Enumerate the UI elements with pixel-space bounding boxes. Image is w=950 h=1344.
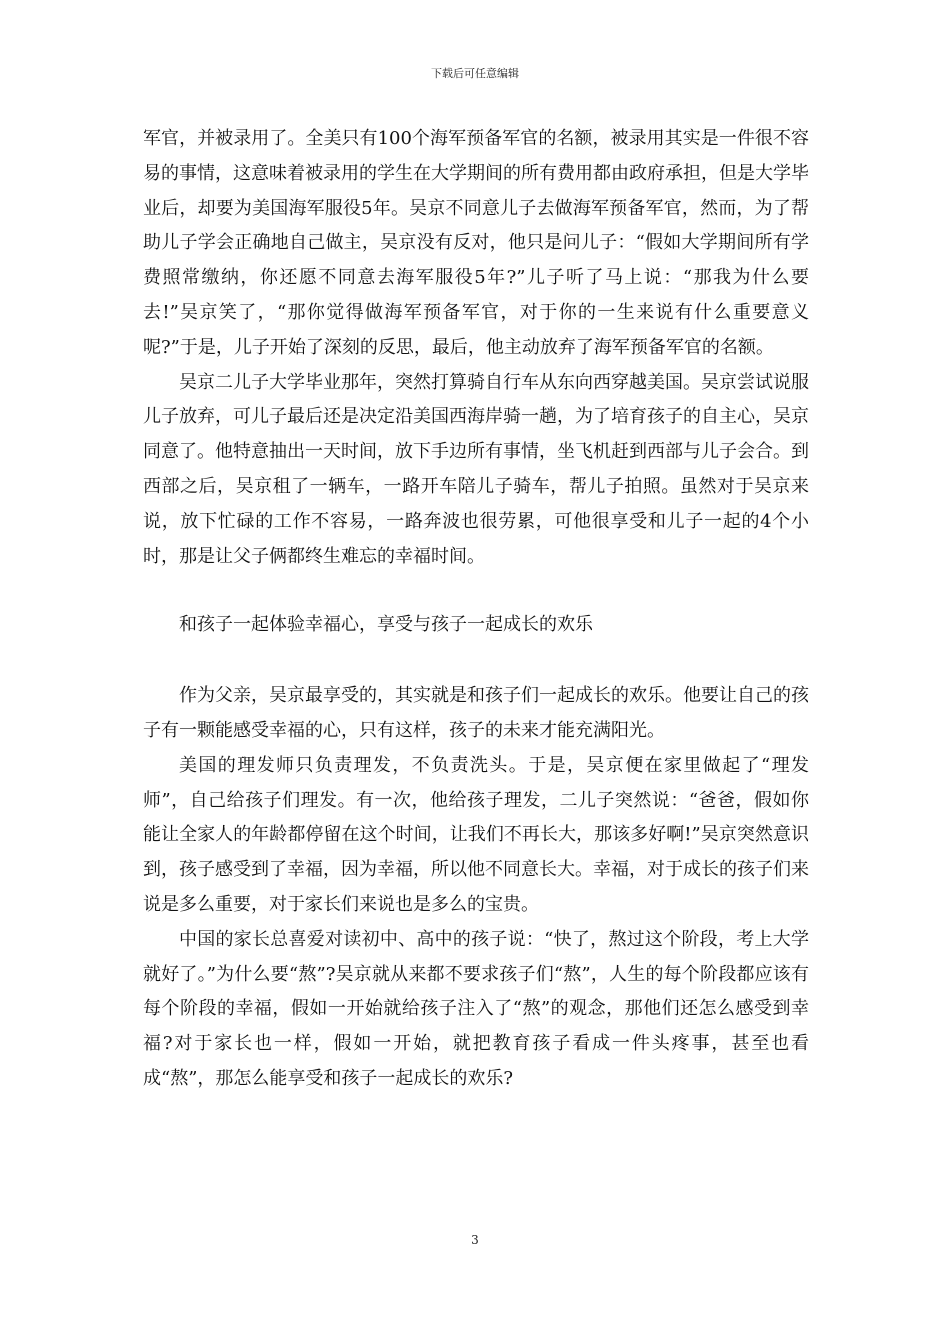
section-paragraph-2: 美国的理发师只负责理发，不负责洗头。于是，吴京便在家里做起了“理发师”，自己给孩子们理发。有一次，他给孩子理发，二儿子突然说：“爸爸，假如你能让全家人的年龄都停留在这个时间，让我们不再长大，那该多好啊!”吴京突然意识到，孩子感受到了幸福，因为幸福，所以他不同意长大。幸福，对于成长的孩子们来说是多么重要，对于家长们来说也是多么的宝贵。 (143, 754, 809, 915)
paragraph-1: 军官，并被录用了。全美只有100个海军预备军官的名额，被录用其实是一件很不容易的事情，这意味着被录用的学生在大学期间的所有费用都由政府承担，但是大学毕业后，却要为美国海军服役5年。吴京不同意儿子去做海军预备军官，然而，为了帮助儿子学会正确地自己做主，吴京没有反对，他只是问儿子：“假如大学期间所有学费照常缴纳，你还愿不同意去海军服役5年?”儿子听了马上说：“那我为什么要去!”吴京笑了，“那你觉得做海军预备军官，对于你的一生来说有什么重要意义呢?”于是，儿子开始了深刻的反思，最后，他主动放弃了海军预备军官的名额。 (143, 128, 809, 358)
section-paragraph-3: 中国的家长总喜爱对读初中、高中的孩子说：“快了，熬过这个阶段，考上大学就好了。”为什么要“熬”?吴京就从来都不要求孩子们“熬”，人生的每个阶段都应该有每个阶段的幸福，假如一开始就给孩子注入了“熬”的观念，那他们还怎么感受到幸福?对于家长也一样，假如一开始，就把教育孩子看成一件头疼事，甚至也看成“熬”，那怎么能享受和孩子一起成长的欢乐? (143, 928, 809, 1089)
document-body (143, 122, 809, 1097)
section-heading: 和孩子一起体验幸福心，享受与孩子一起成长的欢乐 (179, 614, 593, 636)
paragraph-2: 吴京二儿子大学毕业那年，突然打算骑自行车从东向西穿越美国。吴京尝试说服儿子放弃，可儿子最后还是决定沿美国西海岸骑一趟，为了培育孩子的自主心，吴京同意了。他特意抽出一天时间，放下手边所有事情，坐飞机赶到西部与儿子会合。到西部之后，吴京租了一辆车，一路开车陪儿子骑车，帮儿子拍照。虽然对于吴京来说，放下忙碌的工作不容易，一路奔波也很劳累，可他很享受和儿子一起的4个小时，那是让父子俩都终生难忘的幸福时间。 (143, 371, 809, 567)
page-number: 3 (471, 1233, 479, 1247)
section-paragraph-1: 作为父亲，吴京最享受的，其实就是和孩子们一起成长的欢乐。他要让自己的孩子有一颗能感受幸福的心，只有这样，孩子的未来才能充满阳光。 (143, 685, 809, 741)
page-header: 下载后可任意编辑 (431, 67, 519, 80)
